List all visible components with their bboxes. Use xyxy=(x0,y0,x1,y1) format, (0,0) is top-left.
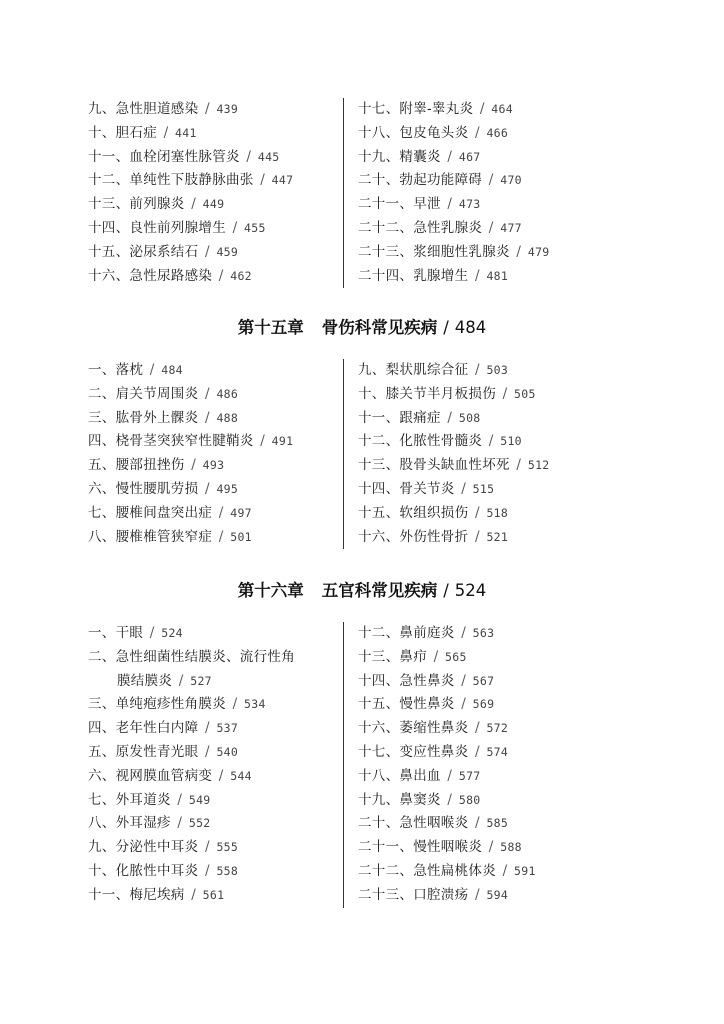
entry-title: 十八、鼻出血 xyxy=(358,767,441,784)
entry-title: 二十四、乳腺增生 xyxy=(358,267,469,284)
entry-title: 十四、急性鼻炎 xyxy=(358,672,455,689)
entry-page-number: 495 xyxy=(216,481,239,496)
toc-columns xyxy=(88,622,598,908)
entry-title: 五、腰部扭挫伤 xyxy=(88,457,185,474)
entry-separator: / xyxy=(456,696,471,713)
entry-separator: / xyxy=(200,743,215,760)
entry-separator: / xyxy=(145,362,160,378)
entry-page-number: 488 xyxy=(216,410,239,425)
entry-page-number: 561 xyxy=(202,887,225,902)
toc-entry[interactable] xyxy=(358,836,536,860)
entry-separator: / xyxy=(484,433,499,450)
entry-title: 十二、单纯性下肢静脉曲张 xyxy=(88,172,254,189)
entry-page-number: 521 xyxy=(486,529,509,544)
entry-separator: / xyxy=(200,385,215,402)
entry-separator: / xyxy=(470,886,485,903)
toc-entry[interactable] xyxy=(358,693,536,717)
toc-entry[interactable] xyxy=(88,765,343,789)
toc-entry[interactable] xyxy=(358,169,550,193)
toc-entry[interactable] xyxy=(358,217,550,241)
entry-separator: / xyxy=(200,243,215,260)
entry-page-number: 459 xyxy=(216,244,239,259)
entry-separator: / xyxy=(200,101,215,117)
toc-entry[interactable] xyxy=(358,860,536,884)
entry-title: 十六、萎缩性鼻炎 xyxy=(358,720,469,737)
toc-entry[interactable] xyxy=(358,407,550,431)
entry-title: 十四、良性前列腺增生 xyxy=(88,219,226,236)
entry-page-number: 558 xyxy=(216,863,239,878)
entry-title: 九、分泌性中耳炎 xyxy=(88,839,199,856)
entry-page-number: 563 xyxy=(472,626,495,640)
entry-separator: / xyxy=(475,101,490,117)
entry-title: 十、胆石症 xyxy=(88,124,157,141)
entry-page-number: 524 xyxy=(161,626,183,640)
chapter-heading-15[interactable] xyxy=(0,317,724,339)
toc-entry[interactable] xyxy=(88,430,343,454)
entry-page-number: 441 xyxy=(175,125,197,140)
entry-title: 十、膝关节半月板损伤 xyxy=(358,385,496,402)
entry-separator: / xyxy=(470,504,485,521)
entry-separator: / xyxy=(200,720,215,737)
entry-page-number: 534 xyxy=(244,697,266,712)
entry-separator: / xyxy=(255,172,270,189)
chapter-number: 第十五章 xyxy=(237,318,304,337)
entry-page-number: 512 xyxy=(527,458,550,473)
entry-title: 十二、化脓性骨髓炎 xyxy=(358,433,483,450)
entry-separator: / xyxy=(470,267,485,284)
entry-page-number: 462 xyxy=(230,268,252,283)
entry-separator: / xyxy=(456,480,471,497)
toc-entry[interactable] xyxy=(358,741,536,765)
toc-entry[interactable] xyxy=(88,884,343,908)
entry-page-number: 467 xyxy=(458,149,481,164)
toc-entry[interactable] xyxy=(88,860,343,884)
entry-page-number: 569 xyxy=(472,697,495,712)
entry-title: 十五、软组织损伤 xyxy=(358,504,469,521)
toc-right-column xyxy=(343,622,536,908)
entry-page-number: 565 xyxy=(445,649,467,664)
entry-page-number: 484 xyxy=(161,363,183,377)
entry-separator: / xyxy=(470,362,485,378)
toc-entry[interactable] xyxy=(358,478,550,502)
entry-page-number: 491 xyxy=(271,434,294,449)
toc-entry[interactable] xyxy=(88,812,343,836)
entry-title: 二、肩关节周围炎 xyxy=(88,385,199,402)
column-divider xyxy=(343,622,344,908)
toc-entry[interactable] xyxy=(88,789,343,813)
toc-entry[interactable] xyxy=(88,407,343,431)
entry-title: 六、慢性腰肌劳损 xyxy=(88,480,199,497)
toc-entry[interactable] xyxy=(88,217,343,241)
chapter-number: 第十六章 xyxy=(237,581,304,600)
entry-page-number: 555 xyxy=(216,840,239,855)
entry-separator: / xyxy=(200,480,215,497)
toc-entry[interactable] xyxy=(88,526,343,550)
entry-page-number: 447 xyxy=(271,173,294,188)
entry-title: 八、腰椎椎管狭窄症 xyxy=(88,528,213,545)
entry-separator: / xyxy=(255,433,270,450)
toc-entry[interactable] xyxy=(88,693,343,717)
toc-entry[interactable] xyxy=(358,646,536,670)
entry-separator: / xyxy=(470,743,485,760)
entry-separator: / xyxy=(498,385,513,402)
entry-separator: / xyxy=(470,720,485,737)
entry-title: 九、梨状肌综合征 xyxy=(358,362,469,378)
entry-separator: / xyxy=(172,791,187,808)
toc-entry[interactable] xyxy=(88,741,343,765)
entry-page-number: 537 xyxy=(216,721,239,736)
entry-title: 十一、血栓闭塞性脉管炎 xyxy=(88,148,240,165)
entry-separator: / xyxy=(442,767,457,784)
toc-entry[interactable] xyxy=(358,241,550,265)
entry-title: 二十一、早泄 xyxy=(358,196,441,213)
entry-separator: / xyxy=(442,791,457,808)
entry-separator: / xyxy=(174,672,189,689)
entry-page-number: 503 xyxy=(486,363,509,377)
entry-page-number: 518 xyxy=(486,505,509,520)
toc-entry[interactable] xyxy=(88,717,343,741)
column-divider xyxy=(343,359,344,549)
entry-title: 二十三、口腔溃疡 xyxy=(358,886,469,903)
entry-title: 二十二、急性乳腺炎 xyxy=(358,219,483,236)
entry-separator: / xyxy=(511,243,526,260)
entry-separator: / xyxy=(228,219,243,236)
entry-title: 二十二、急性扁桃体炎 xyxy=(358,862,496,879)
entry-title: 三、肱骨外上髁炎 xyxy=(88,409,199,426)
toc-entry[interactable] xyxy=(88,146,343,170)
toc-entry[interactable] xyxy=(88,241,343,265)
entry-page-number: 515 xyxy=(472,481,495,496)
entry-title: 五、原发性青光眼 xyxy=(88,743,199,760)
toc-right-column xyxy=(343,98,550,288)
entry-title: 七、腰椎间盘突出症 xyxy=(88,504,213,521)
entry-title: 十三、股骨头缺血性坏死 xyxy=(358,457,510,474)
chapter-title: 骨伤科常见疾病 xyxy=(321,318,438,337)
toc-entry[interactable] xyxy=(88,169,343,193)
entry-title: 八、外耳湿疹 xyxy=(88,815,171,832)
entry-separator: / xyxy=(442,148,457,165)
toc-entry[interactable] xyxy=(358,383,550,407)
toc-entry[interactable] xyxy=(88,265,343,289)
toc-columns xyxy=(88,98,598,288)
entry-title: 十九、精囊炎 xyxy=(358,148,441,165)
entry-separator: / xyxy=(200,839,215,856)
toc-entry[interactable] xyxy=(358,146,550,170)
toc-entry[interactable] xyxy=(88,383,343,407)
toc-entry[interactable] xyxy=(88,98,343,122)
toc-entry[interactable] xyxy=(358,430,550,454)
entry-page-number: 567 xyxy=(472,673,495,688)
toc-block-chapter-15 xyxy=(88,359,598,549)
entry-title: 十六、外伤性骨折 xyxy=(358,528,469,545)
entry-page-number: 479 xyxy=(527,244,550,259)
entry-separator: / xyxy=(145,625,160,641)
toc-entry[interactable] xyxy=(358,717,536,741)
entry-title: 十五、慢性鼻炎 xyxy=(358,696,455,713)
entry-title: 十九、鼻窦炎 xyxy=(358,791,441,808)
entry-page-number: 572 xyxy=(486,721,509,736)
toc-entry[interactable] xyxy=(358,454,550,478)
entry-separator: / xyxy=(498,862,513,879)
entry-separator: / xyxy=(511,457,526,474)
entry-page-number: 466 xyxy=(486,125,509,140)
entry-page-number: 477 xyxy=(500,220,522,235)
toc-entry[interactable] xyxy=(358,98,550,122)
entry-page-number: 445 xyxy=(257,149,280,164)
entry-page-number: 473 xyxy=(458,197,481,212)
entry-title: 二、急性细菌性结膜炎、流行性角 xyxy=(88,648,295,665)
entry-title: 二十、勃起功能障碍 xyxy=(358,172,483,189)
toc-entry[interactable] xyxy=(88,478,343,502)
entry-separator: / xyxy=(470,815,485,832)
entry-separator: / xyxy=(456,625,471,641)
toc-entry[interactable] xyxy=(358,622,536,646)
toc-entry[interactable] xyxy=(358,265,550,289)
entry-title: 二十、急性咽喉炎 xyxy=(358,815,469,832)
toc-entry[interactable] xyxy=(358,122,550,146)
entry-page-number: 577 xyxy=(458,768,481,783)
entry-separator: / xyxy=(456,672,471,689)
chapter-page-number: 524 xyxy=(454,581,487,600)
entry-separator: / xyxy=(200,862,215,879)
entry-page-number: 449 xyxy=(202,197,225,212)
toc-left-column xyxy=(88,98,343,288)
toc-entry[interactable] xyxy=(358,765,536,789)
entry-page-number: 574 xyxy=(486,744,509,759)
entry-page-number: 505 xyxy=(514,386,536,401)
entry-page-number: 470 xyxy=(500,173,522,188)
chapter-separator: / xyxy=(443,318,449,337)
entry-title: 十二、鼻前庭炎 xyxy=(358,625,455,641)
toc-block-top xyxy=(88,98,598,288)
entry-title: 十七、变应性鼻炎 xyxy=(358,743,469,760)
entry-title: 一、干眼 xyxy=(88,625,144,641)
entry-title: 十六、急性尿路感染 xyxy=(88,267,213,284)
entry-title: 十五、泌尿系结石 xyxy=(88,243,199,260)
toc-block-chapter-16 xyxy=(88,622,598,908)
entry-separator: / xyxy=(214,767,229,784)
entry-separator: / xyxy=(429,648,444,665)
entry-title: 十四、骨关节炎 xyxy=(358,480,455,497)
toc-entry[interactable] xyxy=(358,193,550,217)
entry-title: 七、外耳道炎 xyxy=(88,791,171,808)
entry-title: 十三、鼻疖 xyxy=(358,648,427,665)
entry-page-number: 455 xyxy=(244,220,266,235)
chapter-title: 五官科常见疾病 xyxy=(321,581,438,600)
entry-separator: / xyxy=(214,528,229,545)
toc-entry[interactable] xyxy=(358,670,536,694)
toc-entry[interactable] xyxy=(88,646,343,694)
entry-page-number: 544 xyxy=(230,768,252,783)
entry-page-number: 591 xyxy=(514,863,536,878)
entry-title: 十一、梅尼埃病 xyxy=(88,886,185,903)
entry-separator: / xyxy=(186,457,201,474)
entry-title: 十八、包皮龟头炎 xyxy=(358,124,469,141)
toc-entry[interactable] xyxy=(88,502,343,526)
entry-title: 十三、前列腺炎 xyxy=(88,196,185,213)
toc-entry[interactable] xyxy=(88,622,343,646)
entry-page-number: 493 xyxy=(202,458,225,473)
entry-title: 六、视网膜血管病变 xyxy=(88,767,213,784)
entry-separator: / xyxy=(484,839,499,856)
toc-entry[interactable] xyxy=(88,454,343,478)
entry-title: 三、单纯疱疹性角膜炎 xyxy=(88,696,226,713)
entry-page-number: 580 xyxy=(458,792,481,807)
entry-title-continued xyxy=(88,670,343,694)
entry-title-continued-text: 膜结膜炎 xyxy=(117,672,173,689)
entry-separator: / xyxy=(159,124,174,141)
entry-page-number: 540 xyxy=(216,744,239,759)
toc-entry[interactable] xyxy=(358,359,550,383)
entry-separator: / xyxy=(241,148,256,165)
toc-left-column xyxy=(88,359,343,549)
toc-entry[interactable] xyxy=(358,884,536,908)
entry-separator: / xyxy=(172,815,187,832)
entry-page-number: 501 xyxy=(230,529,252,544)
entry-separator: / xyxy=(484,219,499,236)
toc-entry[interactable] xyxy=(358,789,536,813)
entry-separator: / xyxy=(214,504,229,521)
entry-page-number: 527 xyxy=(190,673,212,688)
entry-page-number: 510 xyxy=(500,434,522,449)
entry-page-number: 439 xyxy=(216,102,239,116)
toc-entry[interactable] xyxy=(358,502,550,526)
entry-page-number: 497 xyxy=(230,505,252,520)
entry-separator: / xyxy=(442,196,457,213)
toc-entry[interactable] xyxy=(88,836,343,860)
entry-title: 十七、附睾-睾丸炎 xyxy=(358,101,474,117)
entry-separator: / xyxy=(484,172,499,189)
entry-page-number: 486 xyxy=(216,386,239,401)
entry-page-number: 588 xyxy=(500,840,522,855)
toc-entry[interactable] xyxy=(358,812,536,836)
entry-page-number: 508 xyxy=(458,410,481,425)
entry-separator: / xyxy=(228,696,243,713)
entry-separator: / xyxy=(186,886,201,903)
chapter-heading-16[interactable] xyxy=(0,580,724,602)
entry-title: 一、落枕 xyxy=(88,362,144,378)
toc-entry[interactable] xyxy=(88,193,343,217)
entry-title: 十一、跟痛症 xyxy=(358,409,441,426)
chapter-separator: / xyxy=(443,581,449,600)
entry-page-number: 464 xyxy=(491,102,513,116)
chapter-page-number: 484 xyxy=(454,318,487,337)
entry-page-number: 585 xyxy=(486,816,509,831)
entry-separator: / xyxy=(470,528,485,545)
toc-columns xyxy=(88,359,598,549)
entry-title: 十、化脓性中耳炎 xyxy=(88,862,199,879)
toc-left-column xyxy=(88,622,343,908)
column-divider xyxy=(343,98,344,288)
entry-page-number: 481 xyxy=(486,268,509,283)
entry-page-number: 549 xyxy=(188,792,211,807)
toc-entry[interactable] xyxy=(358,526,550,550)
entry-title: 二十三、浆细胞性乳腺炎 xyxy=(358,243,510,260)
entry-separator: / xyxy=(470,124,485,141)
entry-separator: / xyxy=(200,409,215,426)
entry-separator: / xyxy=(442,409,457,426)
entry-separator: / xyxy=(186,196,201,213)
entry-title: 四、桡骨茎突狭窄性腱鞘炎 xyxy=(88,433,254,450)
entry-page-number: 594 xyxy=(486,887,509,902)
toc-right-column xyxy=(343,359,550,549)
toc-entry[interactable] xyxy=(88,359,343,383)
toc-entry[interactable] xyxy=(88,122,343,146)
entry-title: 九、急性胆道感染 xyxy=(88,101,199,117)
entry-separator: / xyxy=(214,267,229,284)
entry-title: 四、老年性白内障 xyxy=(88,720,199,737)
entry-page-number: 552 xyxy=(188,816,211,831)
entry-title: 二十一、慢性咽喉炎 xyxy=(358,839,483,856)
